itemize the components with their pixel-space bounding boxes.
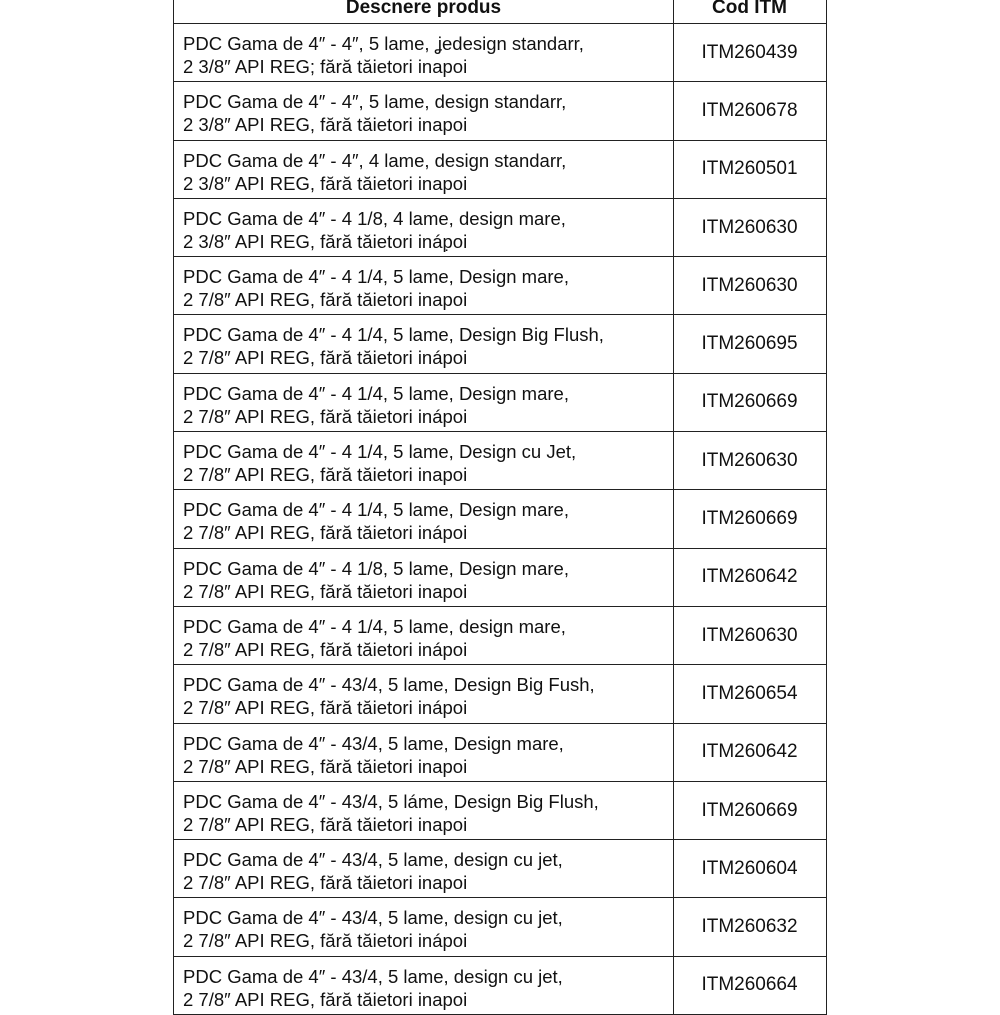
description-line-1: PDC Gama de 4″ - 4 1/4, 5 lame, Design mare, xyxy=(183,382,569,404)
table-row xyxy=(174,24,826,82)
description-line-2: 2 7/8″ API REG, fără tăietori inapoi xyxy=(183,464,468,486)
description-line-1: PDC Gama de 4″ - 4 1/4, 5 lame, Design mare, xyxy=(183,266,569,288)
description-line-2: 2 3/8″ API REG; fără tăietori inapoi xyxy=(183,56,468,77)
description-cell xyxy=(174,840,674,897)
description-line-1: PDC Gama de 4″ - 43/4, 5 lame, design cu jet, xyxy=(183,965,563,987)
description-line-1: PDC Gama de 4″ - 4 1/4, 5 lame, design mare, xyxy=(183,615,566,637)
description-line-2: 2 3/8″ API REG, fără tăietori ináр̣oi xyxy=(183,230,468,252)
table-row xyxy=(174,840,826,898)
description-line-2: 2 7/8″ API REG, fără tăietori inápoi xyxy=(183,522,468,544)
description-line-2: 2 7/8″ API REG, fără tăietori inápoi xyxy=(183,930,468,952)
description-cell xyxy=(174,724,674,781)
description-line-1: PDC Gama de 4″ - 4″, 4 lame, design standarr, xyxy=(183,149,567,171)
table-row xyxy=(174,82,826,140)
table-row xyxy=(174,898,826,956)
description-cell xyxy=(174,141,674,198)
description-cell xyxy=(174,24,674,81)
description-line-2: 2 7/8″ API REG, fără tăietori inapoi xyxy=(183,988,468,1010)
description-cell xyxy=(174,607,674,664)
code-cell: ITM260669 xyxy=(701,799,798,821)
description-cell xyxy=(174,782,674,839)
description-line-1: PDC Gama de 4″ - 43/4, 5 láme, Design Big Flush, xyxy=(183,790,599,812)
table-row xyxy=(174,724,826,782)
table-row xyxy=(174,199,826,257)
code-cell: ITM260630 xyxy=(701,274,798,296)
table-row xyxy=(174,315,826,373)
code-cell: ITM260642 xyxy=(701,741,798,763)
description-line-1: PDC Gama de 4″ - 43/4, 5 lame, Design Big Fush, xyxy=(183,674,595,696)
header-code: Cod ITM xyxy=(712,0,787,18)
code-cell: ITM260439 xyxy=(701,41,798,63)
description-cell xyxy=(174,374,674,431)
description-line-1: PDC Gama de 4″ - 4 1/4, 5 lame, Design cu Jet, xyxy=(183,441,577,463)
code-cell: ITM260669 xyxy=(701,391,798,413)
code-cell: ITM260654 xyxy=(701,682,798,704)
code-cell: ITM260630 xyxy=(701,449,798,471)
description-cell xyxy=(174,257,674,314)
description-line-2: 2 7/8″ API REG, fără tăietori inápoi xyxy=(183,347,468,369)
description-line-1: PDC Gama de 4″ - 4″, 5 lame, design standarr, xyxy=(183,91,567,113)
description-line-2: 2 7/8″ API REG, fără tăietori inapoi xyxy=(183,289,468,311)
description-line-1: PDC Gama de 4″ - 43/4, 5 lame, design cu jet, xyxy=(183,907,563,929)
description-line-1: PDC Gama de 4″ - 4 1/4, 5 lame, Design mare, xyxy=(183,499,569,521)
code-cell: ITM260695 xyxy=(701,333,798,355)
table-row xyxy=(174,374,826,432)
description-line-1: PDC Gama de 4″ - 4″, 5 lame, ʝedesign standarr, xyxy=(183,33,584,54)
description-line-1: PDC Gama de 4″ - 4 1/8, 4 lame, design mare, xyxy=(183,207,566,229)
table-row xyxy=(174,957,826,1015)
table-row xyxy=(174,432,826,490)
header-description: Descnere produs xyxy=(174,0,674,23)
table-row xyxy=(174,782,826,840)
code-cell: ITM260501 xyxy=(701,158,798,180)
description-line-2: 2 7/8″ API REG, fără tăietori inápoi xyxy=(183,697,468,719)
description-line-1: PDC Gama de 4″ - 4 1/4, 5 lame, Design Big Flush, xyxy=(183,324,604,346)
code-cell: ITM260664 xyxy=(701,974,798,996)
table-row xyxy=(174,141,826,199)
table-row xyxy=(174,665,826,723)
description-line-1: PDC Gama de 4″ - 43/4, 5 lame, Design mare, xyxy=(183,732,564,754)
description-cell xyxy=(174,82,674,139)
description-cell xyxy=(174,490,674,547)
description-cell xyxy=(174,199,674,256)
description-line-2: 2 7/8″ API REG, fără tăietori inápoi xyxy=(183,638,468,660)
description-line-2: 2 7/8″ API REG, fără tăietori inapoi xyxy=(183,813,468,835)
code-cell: ITM260669 xyxy=(701,508,798,530)
code-cell: ITM260632 xyxy=(701,916,798,938)
description-line-1: PDC Gama de 4″ - 43/4, 5 lame, design cu jet, xyxy=(183,849,563,871)
code-cell: ITM260678 xyxy=(701,99,798,121)
description-cell xyxy=(174,957,674,1014)
product-table xyxy=(173,0,827,1015)
table-row xyxy=(174,549,826,607)
description-line-2: 2 3/8″ API REG, fără tăietori inapoi xyxy=(183,114,468,136)
description-line-2: 2 7/8″ API REG, fără tăietori inapoi xyxy=(183,755,468,777)
description-cell xyxy=(174,665,674,722)
table-row xyxy=(174,257,826,315)
table-header-row xyxy=(174,0,826,24)
code-cell: ITM260642 xyxy=(701,566,798,588)
description-line-2: 2 7/8″ API REG, fără tăietori inápoi xyxy=(183,405,468,427)
description-cell xyxy=(174,315,674,372)
description-cell xyxy=(174,432,674,489)
description-cell xyxy=(174,898,674,955)
table-body xyxy=(174,24,826,1015)
table-row xyxy=(174,490,826,548)
description-line-2: 2 3/8″ API REG, fără tăietori inapoi xyxy=(183,172,468,194)
table-row xyxy=(174,607,826,665)
description-line-1: PDC Gama de 4″ - 4 1/8, 5 lame, Design mare, xyxy=(183,557,569,579)
code-cell: ITM260630 xyxy=(701,624,798,646)
code-cell: ITM260604 xyxy=(701,857,798,879)
description-cell xyxy=(174,549,674,606)
description-line-2: 2 7/8″ API REG, fără tăietori inapoi xyxy=(183,872,468,894)
code-cell: ITM260630 xyxy=(701,216,798,238)
description-line-2: 2 7/8″ API REG, fără tăietori inapoi xyxy=(183,580,468,602)
